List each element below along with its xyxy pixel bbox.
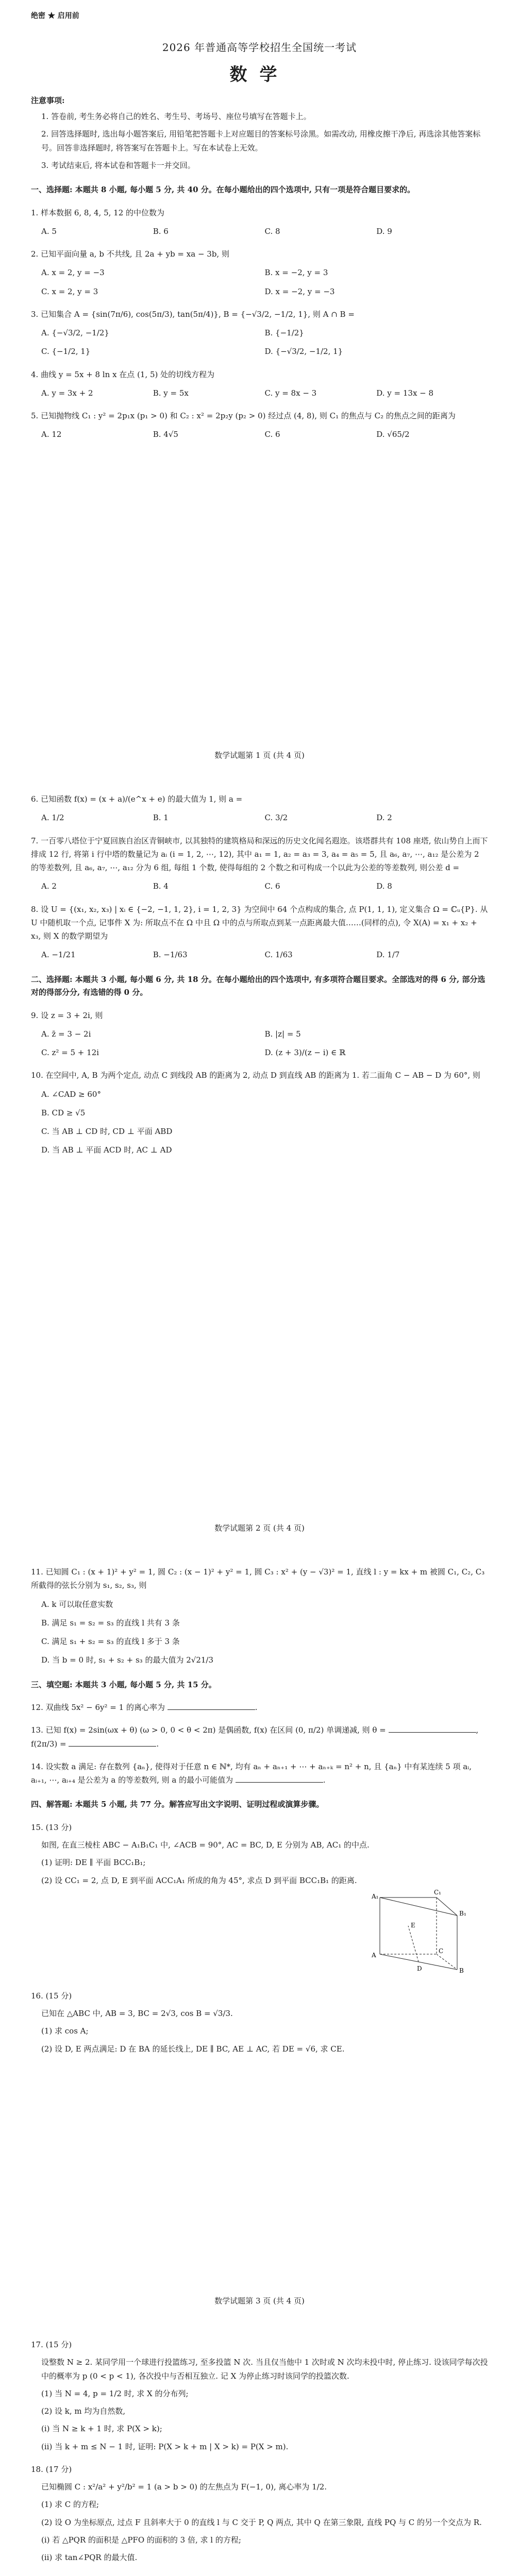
option: B. 满足 s₁ = s₂ = s₃ 的直线 l 共有 3 条	[41, 1618, 180, 1628]
question-5	[31, 409, 488, 442]
notice-item: 3. 考试结束后, 将本试卷和答题卡一并交回。	[41, 160, 195, 170]
answer-blank[interactable]	[389, 1725, 476, 1733]
option: D. 当 AB ⊥ 平面 ACD 时, AC ⊥ AD	[41, 1145, 172, 1155]
question-11	[31, 1565, 488, 1667]
section-heading: 二、选择题: 本题共 3 小题, 每小题 6 分, 共 18 分。在每小题给出的四个选项中, 有多项符合题目要求。全部选对的得 6 分, 部分选对的得部分分, 有选错的得 0 分。	[31, 974, 485, 997]
question-stem: 2. 已知平面向量 a, b 不共线, 且 2a + yb = xa − 3b, 则	[31, 249, 229, 259]
question-stem: 6. 已知函数 f(x) = (x + a)/(e^x + e) 的最大值为 1, 则 a =	[31, 794, 243, 804]
option: D. x = −2, y = −3	[264, 286, 335, 296]
question-stem: 1. 样本数据 6, 8, 4, 5, 12 的中位数为	[31, 208, 165, 217]
question-stem: 7. 一百零八塔位于宁夏回族自治区青铜峡市, 以其独特的建筑格局和深远的历史文化闻名遐迩。该塔群共有 108 座塔, 依山势自上而下排成 12 行, 将第 i 行中塔的数量记为 aᵢ (i = 1, 2, ⋯, 12), 其中 a₁ = 1, a₂ = a₃ = 3, a₄ = a₅ = 5, 且 a₆, a₇, ⋯, a₁₂ 是公差为 2 的等差数列, 且 a₆, a₇, ⋯, a₁₂ 分为 6 组, 每组 1 个数, 使得每组的 2 个数之和可构成一个以此为公差的等差数列, 则公差 d =	[31, 836, 488, 872]
option: D. {−√3/2, −1/2, 1}	[264, 347, 343, 357]
option: A. k 可以取任意实数	[41, 1599, 113, 1609]
option: B. 4	[153, 882, 169, 891]
page-footer: 数学试题第 1 页 (共 4 页)	[214, 751, 305, 760]
option: D. √65/2	[376, 430, 410, 439]
question-stem: 17. (15 分)	[31, 2340, 72, 2349]
question-part: (i) 若 △PQR 的面积是 △PFO 的面积的 3 倍, 求 l 的方程;	[41, 2535, 241, 2545]
question-stem: 3. 已知集合 A = {sin(7π/6), cos(5π/3), tan(5π/4)}, B = {−√3/2, −1/2, 1}, 则 A ∩ B =	[31, 309, 355, 319]
option: A. y = 3x + 2	[41, 388, 93, 398]
figure-label: D	[417, 1964, 422, 1972]
option: A. 1/2	[41, 813, 64, 823]
option: B. 4√5	[153, 430, 178, 439]
question-6	[31, 792, 488, 825]
option: C. 1/63	[264, 950, 293, 960]
question-10	[31, 1069, 488, 1157]
option: A. 12	[41, 430, 62, 439]
section-heading: 三、填空题: 本题共 3 小题, 每小题 5 分, 共 15 分。	[31, 1680, 216, 1689]
secret-label: 绝密 ★ 启用前	[31, 12, 79, 20]
question-part: (1) 当 N = 4, p = 1/2 时, 求 X 的分布列;	[41, 2388, 189, 2398]
figure-label: C	[439, 1947, 444, 1955]
option: A. −1/21	[41, 950, 76, 960]
question-part: (2) 设 CC₁ = 2, 点 D, E 到平面 ACC₁A₁ 所成的角为 45°, 求点 D 到平面 BCC₁B₁ 的距离.	[41, 1875, 357, 1885]
option: B. CD ≥ √5	[41, 1108, 86, 1117]
page-4	[0, 2318, 519, 2576]
question-15	[31, 1821, 488, 1980]
figure-label: C₁	[434, 1888, 441, 1896]
option: D. 9	[376, 226, 392, 236]
notice-list	[31, 110, 488, 172]
answer-blank[interactable]	[168, 1702, 255, 1710]
question-body: 如图, 在直三棱柱 ABC − A₁B₁C₁ 中, ∠ACB = 90°, AC = BC, D, E 分别为 AB, AC₁ 的中点.	[41, 1840, 370, 1850]
section-heading: 一、选择题: 本题共 8 小题, 每小题 5 分, 共 40 分。在每小题给出的四个选项中, 只有一项是符合题目要求的。	[31, 185, 415, 194]
notice-item: 1. 答卷前, 考生务必将自己的姓名、考生号、考场号、座位号填写在答题卡上。	[41, 112, 311, 121]
question-stem: 11. 已知圆 C₁ : (x + 1)² + y² = 1, 圆 C₂ : (x − 1)² + y² = 1, 圆 C₃ : x² + (y − √3)² = 1, 直线 l : y = kx + m 被圆 C₁, C₂, C₃ 所截得的弦长分别为 s₁, s₂, s₃, 则	[31, 1567, 485, 1590]
question-7	[31, 834, 488, 893]
question-stem: 15. (13 分)	[31, 1822, 72, 1832]
question-body: 已知椭圆 C : x²/a² + y²/b² = 1 (a > b > 0) 的左焦点为 F(−1, 0), 离心率为 1/2.	[41, 2482, 327, 2492]
question-3	[31, 308, 488, 359]
option: D. 2	[376, 813, 392, 823]
figure-label: B₁	[459, 1909, 466, 1917]
option: A. 5	[41, 226, 57, 236]
option: A. x = 2, y = −3	[41, 268, 105, 278]
question-14: 14. 设实数 a 满足: 存在数列 {aₙ}, 使得对于任意 n ∈ ℕ*, 均有 aₙ + aₙ₊₁ + ⋯ + aₙ₊ₖ = n² + n, 且 {aₙ} 中有某连续 5 项 aᵢ, aᵢ₊₁, ⋯, aᵢ₊₄ 是公差为 a 的等差数列, 则 a 的最小可能值为 .	[31, 1761, 472, 1785]
option: B. y = 5x	[153, 388, 189, 398]
option: A. z̄ = 3 − 2i	[41, 1029, 91, 1039]
question-stem: 5. 已知抛物线 C₁ : y² = 2p₁x (p₁ > 0) 和 C₂ : x² = 2p₂y (p₂ > 0) 经过点 (4, 8), 则 C₁ 的焦点与 C₂ 的焦点之间的距离为	[31, 411, 456, 420]
question-stem: 4. 曲线 y = 5x + 8 ln x 在点 (1, 5) 处的切线方程为	[31, 369, 215, 379]
page-footer: 数学试题第 2 页 (共 4 页)	[214, 1523, 305, 1533]
question-stem	[31, 2573, 488, 2576]
question-9	[31, 1009, 488, 1060]
question-stem: 16. (15 分)	[31, 1991, 72, 2001]
option: C. 当 AB ⊥ CD 时, CD ⊥ 平面 ABD	[41, 1127, 173, 1136]
option: C. {−1/2, 1}	[41, 347, 91, 357]
question-stem: 12. 双曲线 5x² − 6y² = 1 的离心率为	[31, 1703, 165, 1712]
option: C. z² = 5 + 12i	[41, 1048, 99, 1057]
option: D. (z + 3)/(z − i) ∈ ℝ	[264, 1048, 346, 1057]
question-stem: 14. 设实数 a 满足: 存在数列 {aₙ}, 使得对于任意 n ∈ ℕ*, 均有 aₙ + aₙ₊₁ + ⋯ + aₙ₊ₖ = n² + n, 且 {aₙ} 中有某连续 5 项 aᵢ, aᵢ₊₁, ⋯, aᵢ₊₄ 是公差为 a 的等差数列, 则 a 的最小可能值为	[31, 1761, 472, 1785]
question-part: (2) 设 O 为坐标原点, 过点 F 且斜率大于 0 的直线 l 与 C 交于 P, Q 两点, 其中 Q 在第三象限, 直线 PQ 与 C 的另一个交点为 R.	[41, 2517, 482, 2527]
question-part: (1) 求 cos A;	[41, 2026, 89, 2036]
option: C. y = 8x − 3	[264, 388, 317, 398]
notice-item: 2. 回答选择题时, 选出每小题答案后, 用铅笔把答题卡上对应题目的答案标号涂黑。如需改动, 用橡皮擦干净后, 再选涂其他答案标号。回答非选择题时, 将答案写在答题卡上。写在本试卷上无效。	[41, 129, 481, 152]
question-4	[31, 368, 488, 400]
option: D. y = 13x − 8	[376, 388, 434, 398]
question-stem: 18. (17 分)	[31, 2464, 72, 2474]
option: B. 6	[153, 226, 169, 236]
option: B. {−1/2}	[264, 328, 304, 337]
section-heading: 四、解答题: 本题共 5 小题, 共 77 分。解答应写出文字说明、证明过程或演算步骤。	[31, 1800, 324, 1809]
question-part: (ii) 当 k + m ≤ N − 1 时, 证明: P(X > k + m | X > k) = P(X > m).	[41, 2442, 289, 2451]
figure-label: A	[372, 1951, 376, 1959]
question-19	[31, 2573, 488, 2576]
page-footer: 数学试题第 3 页 (共 4 页)	[214, 2296, 305, 2306]
subject-title: 数学	[229, 64, 290, 85]
figure-label: E	[411, 1921, 415, 1929]
option: C. 满足 s₁ + s₂ = s₃ 的直线 l 多于 3 条	[41, 1637, 180, 1646]
option: C. 6	[264, 430, 280, 439]
question-part: (2) 设 D, E 两点满足: D 在 BA 的延长线上, DE ∥ BC, AE ⊥ AC, 若 DE = √6, 求 CE.	[41, 2044, 345, 2054]
option: D. 当 b = 0 时, s₁ + s₂ + s₃ 的最大值为 2√21/3	[41, 1655, 214, 1665]
exam-title: 2026 年普通高等学校招生全国统一考试	[162, 41, 357, 54]
option: A. 2	[41, 882, 57, 891]
option: B. |z| = 5	[264, 1029, 301, 1039]
question-1	[31, 206, 488, 239]
option: B. 1	[153, 813, 169, 823]
question-stem: 9. 设 z = 3 + 2i, 则	[31, 1010, 103, 1020]
question-stem-tail: , f(2π/3) =	[31, 1725, 479, 1749]
answer-blank[interactable]	[69, 1739, 156, 1747]
prism-figure	[370, 1887, 473, 1975]
question-part: (ii) 求 tan∠PQR 的最大值.	[41, 2553, 138, 2562]
option: C. 6	[264, 882, 280, 891]
option: D. 8	[376, 882, 392, 891]
question-2	[31, 247, 488, 298]
page-2	[0, 773, 519, 1546]
option: C. 8	[264, 226, 280, 236]
question-13: 13. 已知 f(x) = 2sin(ωx + θ) (ω > 0, 0 < θ < 2π) 是偶函数, f(x) 在区间 (0, π/2) 单调递减, 则 θ = , f(2π/3) = .	[31, 1725, 479, 1749]
question-17	[31, 2338, 488, 2453]
page-1	[0, 0, 519, 773]
option: B. x = −2, y = 3	[264, 268, 328, 278]
option: D. 1/7	[376, 950, 400, 960]
question-12: 12. 双曲线 5x² − 6y² = 1 的离心率为 .	[31, 1703, 258, 1712]
answer-blank[interactable]	[236, 1775, 323, 1783]
option: C. 3/2	[264, 813, 288, 823]
figure-label: A₁	[372, 1892, 379, 1900]
question-part: (1) 证明: DE ∥ 平面 BCC₁B₁;	[41, 1858, 146, 1868]
question-body: 已知在 △ABC 中, AB = 3, BC = 2√3, cos B = √3/3.	[41, 2009, 233, 2018]
option: A. {−√3/2, −1/2}	[41, 328, 109, 337]
question-8	[31, 903, 488, 962]
figure-label: B	[459, 1967, 464, 1974]
question-16	[31, 1989, 488, 2056]
option: B. −1/63	[153, 950, 188, 960]
question-part: (2) 设 k, m 均为自然数,	[41, 2406, 126, 2416]
question-part: (i) 当 N ≥ k + 1 时, 求 P(X > k);	[41, 2424, 162, 2434]
question-stem: 13. 已知 f(x) = 2sin(ωx + θ) (ω > 0, 0 < θ < 2π) 是偶函数, f(x) 在区间 (0, π/2) 单调递减, 则 θ =	[31, 1725, 386, 1735]
option: C. x = 2, y = 3	[41, 286, 98, 296]
question-part: (1) 求 C 的方程;	[41, 2500, 99, 2510]
question-stem: 10. 在空间中, A, B 为两个定点, 动点 C 到线段 AB 的距离为 2, 动点 D 到直线 AB 的距离为 1. 若二面角 C − AB − D 为 60°, 则	[31, 1071, 480, 1080]
page-3	[0, 1546, 519, 2318]
question-stem: 8. 设 U = {(x₁, x₂, x₃) | xᵢ ∈ {−2, −1, 1, 2}, i = 1, 2, 3} 为空间中 64 个点构成的集合, 点 P(1, 1, 1), 定义集合 Ω = ℂᵤ{P}. 从 U 中随机取一个点, 记事件 X 为: 所取点不在 Ω 中且 Ω 中的点与所取点到某一点距离最大值……(同样的点), 令 X(A) = x₁ + x₂ + x₃, 则 X 的数学期望为	[31, 904, 488, 941]
question-18	[31, 2463, 488, 2565]
question-body: 设整数 N ≥ 2. 某同学用一个球进行投篮练习, 至多投篮 N 次. 当且仅当他中 1 次时或 N 次均未投中时, 停止练习. 设该同学每次投中的概率为 p (0 < p < 1), 各次投中与否相互独立. 记 X 为停止练习时该同学的投篮次数.	[41, 2358, 488, 2381]
notice-title: 注意事项:	[31, 96, 65, 105]
option: A. ∠CAD ≥ 60°	[41, 1089, 101, 1099]
